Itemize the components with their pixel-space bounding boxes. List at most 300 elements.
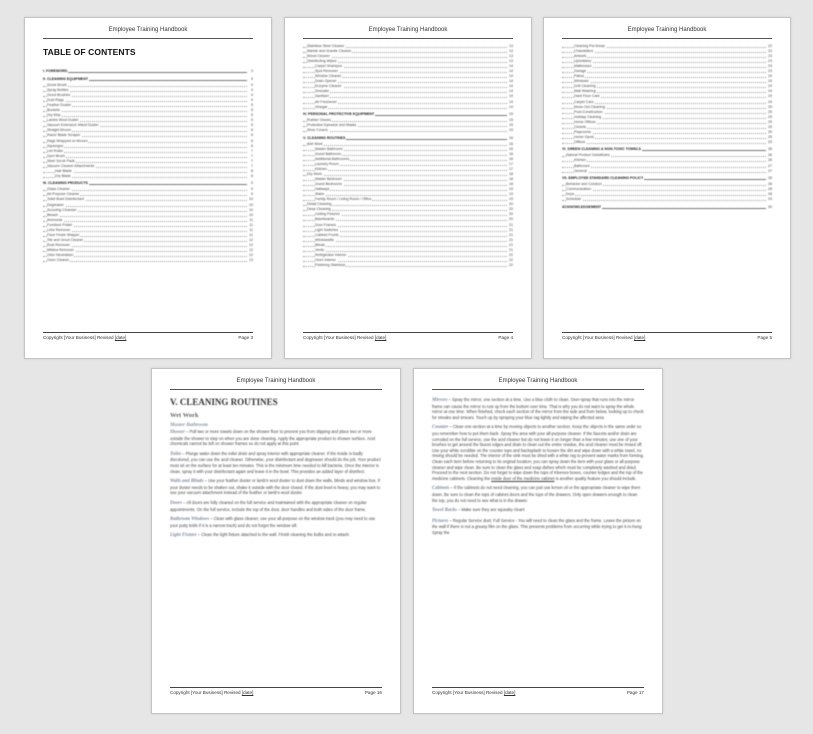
toc-title: TABLE OF CONTENTS [43, 47, 136, 57]
toc-entry-page: 24 [768, 74, 772, 79]
toc-entry-title: Feather Duster [47, 103, 71, 108]
toc-entry-title: Baseboards [315, 217, 335, 222]
toc-entry-title: Razor Blade Scraper [47, 133, 81, 138]
toc-entry-page: 10 [249, 202, 253, 207]
toc-entry-page: 12 [249, 253, 253, 257]
page-number: Page 16 [364, 690, 382, 695]
toc-entry-page: 22 [509, 257, 513, 262]
footer-left: Copyright [Your Business] Revised [date] [303, 335, 387, 340]
toc-entry-title: Drain Opener [315, 79, 337, 84]
toc-entry-title: Polishing Stainless [315, 262, 346, 267]
toc-entry-page: 7 [251, 163, 253, 168]
toc-leader [303, 57, 507, 58]
toc-leader [303, 97, 507, 98]
toc-entry-page: 24 [768, 84, 772, 89]
toc-leader [43, 206, 247, 207]
page-footer [562, 332, 772, 342]
toc-entry-page: 13 [509, 54, 513, 59]
toc-entry-title: Bathroom [574, 163, 590, 168]
toc-entry[interactable] [562, 205, 772, 211]
toc-entry-title: Refrigerator Interior [315, 252, 347, 257]
toc-entry-page: 13 [509, 49, 513, 54]
toc-entry-page: 14 [509, 74, 513, 79]
toc-entry-page: 4 [251, 83, 253, 87]
page-number: Page 5 [757, 335, 772, 340]
paragraph: Bathroom Windows – Clean with glass cleaner; use your all-purpose on the window track (you may need to use your putty knife if it is a narrow track) and do not forget the window sill. [170, 516, 376, 528]
toc-leader [303, 205, 507, 206]
toc-leader [43, 116, 247, 117]
toc-entry-title: Closets [574, 124, 586, 129]
toc-entry-page: 24 [768, 89, 772, 94]
toc-entry-page: 14 [509, 104, 513, 109]
toc-entry-page: 24 [768, 99, 772, 104]
toc-entry-page: 16 [509, 146, 513, 151]
toc-entry-title: Cabinet Fronts [315, 232, 339, 237]
toc-entry-title: Natural Product Substitutes [566, 153, 610, 158]
toc-entry-title: Window Cleaner [315, 74, 342, 79]
toc-entry-page: 23 [768, 69, 772, 74]
toc-leader [562, 195, 766, 196]
toc-entry-page: 13 [509, 59, 513, 64]
toc-entry-page: 12 [249, 247, 253, 252]
toc-leader [43, 152, 247, 153]
toc-entry-title: Lime Remover [47, 227, 71, 232]
toc-entry-page: 14 [509, 99, 513, 104]
toc-entry-title: Spray Bottles [47, 88, 69, 93]
toc-entry-page: 28 [768, 192, 772, 197]
toc-entry-page: 14 [509, 94, 513, 99]
toc-leader [43, 226, 247, 227]
toc-leader [303, 175, 507, 176]
toc-entry[interactable] [303, 263, 513, 268]
toc-entry-page: 12 [249, 242, 253, 247]
toc-leader [43, 72, 247, 73]
toc-entry-page: 25 [768, 104, 772, 109]
toc-leader [43, 261, 247, 262]
toc-entry[interactable] [43, 174, 253, 179]
toc-entry-title: Upholstery [574, 59, 592, 64]
toc-entry-title: Hallways [315, 187, 330, 192]
toc-entry-page: 5 [251, 108, 253, 113]
header-rule [562, 38, 772, 39]
toc-entry-title: Descaler [315, 89, 330, 94]
toc-entry-page: 22 [768, 44, 772, 48]
toc-entry-page: 26 [768, 147, 772, 152]
paragraph-text: If the cabinets do not need cleaning, you can just use lemon oil or the appropriate cleaner to wipe them down. Be sure to clean the tops of cabinet doors and the tops of the drawers. Only open drawers enough to clean the top, you do not need to see what is in the drawer. [432, 485, 641, 503]
toc-entry-page: 15 [509, 123, 513, 128]
toc-entry-title: Laundry Room [315, 161, 339, 166]
toc-leader [303, 170, 507, 171]
toc-entry-title: Dry Work [307, 172, 322, 177]
toc-leader [43, 91, 247, 92]
toc-entry-title: Mildew Remover [47, 247, 74, 252]
toc-leader [43, 106, 247, 107]
toc-entry-title: V. CLEANING ROUTINES [303, 135, 346, 140]
toc-entry-page: 22 [509, 262, 513, 267]
toc-leader [562, 200, 766, 201]
toc-entry-title: Wall Washing [574, 89, 596, 94]
toc-leader [562, 72, 766, 73]
toc-entry-page: 21 [509, 237, 513, 242]
toc-entry-title: VI. GREEN CLEANING & NON-TOXIC TOWELS [562, 147, 641, 152]
toc-entry-title: I. FOREWORD [43, 68, 68, 73]
toc-entry-page: 4 [251, 98, 253, 103]
toc-entry-page: 4 [251, 88, 253, 93]
toc-entry-page: 20 [509, 202, 513, 207]
toc-entry-page: 10 [249, 197, 253, 202]
paragraph: Pictures – Regular Service dust; Full Service - You will need to clean the glass and the frame. Leave the picture on the wall if there is not a greasy film on the glass. This prevents problems from occurring while trying to get it re-hung. Spray the [432, 517, 643, 535]
toc-entry-page: 23 [768, 49, 772, 54]
toc-entry-title: Spot Remover [315, 69, 338, 74]
toc-entry-title: Vents [315, 247, 324, 252]
toc-leader [562, 190, 766, 191]
paragraph-list [170, 429, 382, 539]
paragraph-label: Light Fixture [170, 533, 197, 539]
paragraph-list [432, 397, 644, 535]
paragraph-text: Clean with glass cleaner; use your all-purpose on the window track (you may need to use your putty knife if it is a narrow track) and do not forget the window sill. [170, 516, 376, 528]
toc-entry-title: IV. PERSONAL PROTECTIVE EQUIPMENT [303, 112, 375, 117]
toc-entry-title: Marble and Granite Cleaner [307, 49, 352, 54]
toc-entry-title: Kitchen [315, 166, 327, 171]
toc-entry[interactable] [43, 258, 253, 263]
toc-entry-page: 23 [768, 59, 772, 64]
toc-entry-page: 26 [768, 153, 772, 158]
toc-entry-title: Degreaser [47, 202, 64, 207]
paragraph-label: Shower [170, 430, 185, 435]
toc-entry-title: Rags Wrapped on Broom [47, 138, 88, 143]
toc-entry-title: Steel Scrub Pads [47, 158, 75, 163]
document-page [151, 368, 401, 714]
toc-entry-title: Wet Work [307, 141, 323, 146]
toc-entry-page: 26 [768, 158, 772, 163]
toc-entry-title: Gym Brush [47, 153, 65, 158]
toc-entry-page: 25 [768, 134, 772, 139]
toc-entry-page: 20 [509, 212, 513, 217]
toc-entry-title: Behavior and Conduct [566, 182, 602, 187]
toc-leader [43, 101, 247, 102]
toc-entry-page: 11 [249, 222, 253, 227]
toc-leader [562, 172, 766, 173]
toc-leader [562, 82, 766, 83]
toc-entry-page: 24 [768, 79, 772, 84]
toc-entry-page: 15 [509, 112, 513, 117]
toc-leader [43, 131, 247, 132]
toc-entry-title: Mattresses [574, 64, 592, 69]
toc-entry-title: Light Switches [315, 227, 339, 232]
header-rule [432, 389, 644, 390]
toc-entry-page: 5 [251, 118, 253, 123]
toc-leader [303, 121, 507, 122]
paragraph-label: Counter [432, 425, 449, 431]
toc-entry-page: 6 [251, 128, 253, 133]
paragraph-label: Bathroom Windows [170, 517, 210, 523]
toc-entry-title: Windowsills [315, 237, 334, 242]
toc-entry-page: 12 [249, 237, 253, 242]
toc-entry-page: 5 [251, 113, 253, 118]
toc-leader [303, 195, 507, 196]
table-of-contents [43, 66, 253, 263]
document-page [24, 17, 272, 359]
toc-leader [43, 111, 247, 112]
toc-entry-page: 11 [249, 232, 253, 237]
toc-entry-title: Family Room / Living Room / Office [315, 197, 372, 202]
page-footer [303, 332, 513, 342]
toc-entry-title: Scrub Brush [47, 83, 67, 87]
toc-entry-page: 23 [768, 54, 772, 59]
page-header: Employee Training Handbook [368, 27, 448, 33]
toc-entry-page: 25 [768, 119, 772, 124]
toc-entry-title: Vacuum Cleaner Attachments [47, 163, 95, 168]
toc-leader [43, 190, 247, 191]
toc-entry-title: Oven Interior [315, 257, 336, 262]
toc-entry-title: Artwork [574, 54, 587, 59]
toc-leader [303, 251, 507, 252]
toc-entry-title: Sanitizer [315, 94, 329, 99]
toc-entry[interactable] [43, 69, 253, 75]
toc-entry-title: Grout Brushes [47, 93, 71, 98]
paragraph-label: Pictures [432, 518, 449, 524]
toc-entry-title: Straight Broom [47, 128, 71, 133]
toc-entry-title: Garage [574, 69, 586, 74]
section-heading: V. CLEANING ROUTINES [170, 397, 278, 407]
toc-entry-page: 6 [251, 138, 253, 143]
toc-entry-title: Rust Remover [47, 242, 70, 247]
toc-entry-page: 8 [251, 168, 253, 173]
toc-entry-page: 6 [251, 143, 253, 148]
toc-entry-page: 15 [509, 118, 513, 123]
toc-leader [562, 77, 766, 78]
toc-entry-page: 13 [509, 44, 513, 48]
toc-entry-title: Buckets [47, 108, 60, 113]
toc-leader [43, 147, 247, 148]
toc-entry-title: Dry Blade [55, 173, 71, 178]
toc-leader [562, 133, 766, 134]
toc-leader [562, 67, 766, 68]
toc-entry-title: Chandeliers [574, 49, 594, 54]
toc-entry[interactable] [562, 140, 772, 145]
toc-entry-page: 14 [509, 84, 513, 89]
toc-entry-page: 23 [768, 64, 772, 69]
header-rule [43, 38, 253, 39]
toc-entry-page: 13 [249, 258, 253, 263]
toc-entry-page: 4 [251, 77, 253, 81]
toc-entry-title: ACKNOWLEDGEMENT [562, 204, 602, 209]
paragraph-label: Mirrors [432, 398, 448, 403]
paragraph: Counter – Clean one section at a time by moving objects to another section. Keep the objects in the same order so you remember how to put them back. Spray the area with your all-purpose cleaner. If the faucets and/or drain are corroded on the full service, use the acid cleaner but do not leave it on longer than a few minutes; use one of your brushes to get around the faucet edges and drain to clean out the entire residue, the acid cleaner must be rinsed off. Use your white scrubbie on the counter tops and backsplash to loosen the dirt and wipe down with a white towel, no rinsing should be needed. The interior of the sink must be dried with a white rag to prevent water marks from forming. Clean each item before returning to its original location; you can spray down the item with your glass or all-purpose cleaner and wipe clean. Be sure to clean the glass and soap dishes which must be completely washed and dried. Proceed to the next section. Do not forget to wipe down the tops of Kleenex boxes, counter ledges and the top of the medicine cabinets. Cleaning the inside door of the medicine cabinet is another quality feature you should include. [432, 424, 644, 481]
page-number: Page 4 [498, 335, 513, 340]
paragraph: Toilet – Plunge water down the toilet drain and spray interior with appropriate cleaner. If the inside is badly discolored, you can use the acid cleaner. Otherwise, your disinfectant and degreaser should do the job. Your product must sit on the surface for at least ten minutes. This is the minimum time needed to kill bacteria. Once the interior is clean, spray it with your disinfectant again and leave it in the bowl. This provides an added layer of disinfect. [170, 450, 381, 474]
toc-entry-title: Toilet Bowl Disinfectant [47, 197, 84, 202]
footer-left: Copyright [Your Business] Revised [date] [43, 335, 127, 340]
toc-entry-title: Offices [574, 139, 586, 144]
toc-entry-page: 5 [251, 123, 253, 128]
toc-entry-page: 15 [509, 128, 513, 133]
toc-entry-page: 8 [251, 173, 253, 178]
toc-leader [43, 157, 247, 158]
toc-entry-title: Air Freshener [315, 99, 337, 104]
toc-entry-title: Guest Bathroom [315, 151, 342, 156]
paragraph: Cabinets – If the cabinets do not need cleaning, you can just use lemon oil or the appropriate cleaner to wipe them down. Be sure to clean the tops of cabinet doors and the tops of the drawers. Only open drawers enough to clean the top, you do not need to see what is in the drawer. [432, 485, 641, 503]
toc-entry-title: Lint Roller [47, 148, 64, 153]
toc-entry[interactable] [562, 169, 772, 174]
toc-entry-page: 28 [768, 176, 772, 181]
room-heading: Master Bathroom [170, 422, 208, 428]
toc-entry-title: Carpet Shampoo [315, 64, 343, 69]
toc-entry-title: Schedule [566, 197, 581, 202]
toc-entry-title: VII. EMPLOYEE STANDARD CLEANING POLICY [562, 176, 644, 181]
table-of-contents [562, 44, 772, 211]
toc-entry-page: 19 [509, 197, 513, 202]
header-rule [303, 38, 513, 39]
toc-entry-title: Disinfecting Wipes [307, 59, 337, 64]
toc-entry-title: Ammonia [47, 217, 63, 222]
toc-entry-page: 18 [509, 177, 513, 182]
toc-entry-page: 19 [509, 187, 513, 192]
footer-left: Copyright [Your Business] Revised [date] [562, 335, 646, 340]
document-page [543, 17, 791, 359]
toc-entry-page: 10 [249, 207, 253, 212]
toc-entry-page: 11 [249, 217, 253, 222]
toc-entry-title: All-Purpose Cleaner [47, 192, 80, 197]
underlined-phrase: inside door of the medicine cabinet [491, 475, 555, 481]
toc-entry-page: 7 [251, 148, 253, 153]
toc-entry-title: Floor Finish Stripper [47, 232, 80, 237]
toc-entry-title: Keys [566, 192, 574, 197]
toc-leader [562, 143, 766, 144]
toc-entry-page: 25 [768, 129, 772, 134]
toc-entry-page: 14 [509, 64, 513, 69]
toc-leader [43, 221, 247, 222]
paragraph-text: Clean the light fixture attached to the wall. Finish cleaning the bulbs and re-attach. [201, 532, 350, 538]
toc-entry-title: Enzyme Cleaner [315, 84, 342, 89]
page-footer [170, 687, 382, 697]
toc-entry-title: Home Gyms [574, 134, 594, 139]
toc-entry-page: 16 [509, 151, 513, 156]
toc-entry-title: Patios [574, 74, 584, 79]
toc-entry-title: Protective Eyewear and Masks [307, 123, 357, 128]
toc-entry-page: 9 [251, 187, 253, 192]
toc-leader [562, 128, 766, 129]
toc-entry-page: 4 [251, 93, 253, 98]
toc-entry-title: Guest Bedrooms [315, 182, 342, 187]
toc-entry-page: 16 [509, 141, 513, 146]
toc-leader [303, 145, 507, 146]
toc-entry-title: Squeegee [47, 143, 64, 148]
toc-entry-page: 20 [509, 217, 513, 222]
toc-entry-title: Dust Rags [47, 98, 64, 103]
toc-entry[interactable] [562, 197, 772, 202]
toc-entry-title: Scouring Cleanser [47, 207, 77, 212]
paragraph-label: Towel Racks [432, 508, 457, 514]
toc-entry-page: 9 [251, 192, 253, 197]
toc-entry-page: 28 [768, 187, 772, 192]
toc-entry-title: Stainless Steel Cleaner [307, 44, 345, 48]
toc-entry-page: 28 [768, 182, 772, 187]
toc-entry-page: 16 [509, 156, 513, 161]
toc-leader [562, 57, 766, 58]
toc-leader [43, 216, 247, 217]
toc-leader [43, 231, 247, 232]
toc-leader [43, 86, 247, 87]
footer-left: Copyright [Your Business] Revised [date] [432, 690, 516, 695]
toc-entry-title: Stairs [315, 192, 325, 197]
toc-entry-page: 21 [509, 227, 513, 232]
toc-entry-title: Dry Mop [47, 113, 61, 118]
toc-entry-title: Carpet Care [574, 99, 594, 104]
paragraph-text: Make sure they are squeaky clean! [461, 507, 525, 513]
toc-leader [562, 161, 766, 162]
toc-entry-page: 7 [251, 158, 253, 163]
toc-entry-title: Master Bedroom [315, 177, 342, 182]
toc-entry-title: Playrooms [574, 129, 591, 134]
toc-entry[interactable] [303, 128, 513, 133]
toc-entry-title: Shoe Covers [307, 128, 328, 133]
page-body [170, 397, 382, 543]
toc-entry-page: 25 [768, 124, 772, 129]
paragraph-text: Clean one section at a time by moving objects to another section. Keep the objects in the same order so you remember how to put them back. Spray the area with your all-purpose cleaner. If the faucets and/or drain are corroded on the full service, use the acid cleaner but do not leave it on longer than a few minutes; use one of your brushes to get around the faucet edges and drain to clean out the entire residue, the acid cleaner must be rinsed off. Use your white scrubbie on the counter tops and backsplash to loosen the dirt and wipe down with a white towel, no rinsing should be needed. The interior of the sink must be dried with a white rag to prevent water marks from forming. Clean each item before returning to its original location; you can spray down the item with your glass or all-purpose cleaner and wipe clean. Be sure to clean the glass and soap dishes which must be completely washed and dried. Proceed to the next section. Do not forget to wipe down the tops of Kleenex boxes, counter ledges and the top of the medicine cabinets. Cleaning the [432, 424, 644, 481]
toc-entry[interactable] [303, 105, 513, 110]
toc-entry-title: Vacuum Extension Wand Duster [47, 123, 99, 128]
toc-entry-title: Odor Neutralizer [47, 253, 74, 257]
toc-leader [303, 92, 507, 93]
toc-entry-title: Hair Blade [55, 168, 72, 173]
page-header: Employee Training Handbook [236, 378, 316, 384]
page-header: Employee Training Handbook [627, 27, 707, 33]
toc-entry-title: Hard Floor Care [574, 94, 600, 99]
toc-entry-page: 27 [768, 163, 772, 168]
toc-entry-title: Ceiling Fixtures [315, 212, 340, 217]
toc-entry-page: 5 [251, 103, 253, 108]
footer-left: Copyright [Your Business] Revised [date] [170, 690, 254, 695]
toc-entry-page: 21 [509, 247, 513, 252]
toc-entry-title: Detail Cleaning [307, 202, 332, 207]
toc-entry-title: Move-Out Cleaning [574, 104, 605, 109]
toc-leader [43, 96, 247, 97]
paragraph-label: Walls and Blinds [170, 479, 204, 485]
toc-leader [303, 108, 507, 109]
paragraph-label: Cabinets [432, 486, 450, 492]
toc-entry-title: Door Frames [315, 222, 336, 227]
toc-entry-title: Grill Cleaning [574, 84, 596, 89]
page-header: Employee Training Handbook [498, 378, 578, 384]
toc-entry-page: 3 [251, 68, 253, 73]
page-footer [43, 332, 253, 342]
header-rule [170, 389, 382, 390]
paragraph: Walls and Blinds – Use your feather duster or lamb's wool duster to dust down the walls, blinds and window box. If your duster needs to be shaken out, shake it outside with the door closed. If the dust level is heavy, you may want to use your vacuum attachment instead of the feather or lamb's wool duster. [170, 478, 381, 496]
table-of-contents [303, 44, 513, 268]
toc-entry-page: 22 [509, 252, 513, 257]
toc-entry-page: 21 [509, 232, 513, 237]
toc-entry-title: Post-Construction [574, 109, 603, 114]
paragraph-text: Plunge water down the toilet drain and spray interior with appropriate cleaner. If the inside is badly discolored, you can use the acid cleaner. Otherwise, your disinfectant and degreaser should do the job. Your product must sit on the surface for at least ten minutes. This is the minimum time needed to kill bacteria. Once the interior is clean, spray it with your disinfectant again and leave it in the bowl. This provides an added layer of disinfect. [170, 450, 381, 474]
toc-entry-page: 10 [249, 212, 253, 217]
paragraph: Light Fixture – Clean the light fixture attached to the wall. Finish cleaning the bulbs and re-attach. [170, 532, 350, 539]
toc-entry-page: 14 [509, 69, 513, 74]
toc-entry-title: III. CLEANING PRODUCTS [43, 181, 88, 186]
toc-entry-title: Tile and Grout Cleaner [47, 237, 84, 242]
toc-entry-page: 27 [768, 168, 772, 173]
page-body [432, 397, 644, 539]
toc-entry-title: Kitchen [574, 158, 586, 163]
paragraph-text: Regular Service dust; Full Service - You will need to clean the glass and the frame. Leave the picture on the wall if there is not a greasy film on the glass. This prevents problems from occurring while trying to get it re-hung. Spray the [432, 517, 643, 535]
toc-entry-page: 24 [768, 94, 772, 99]
paragraph-text: Use your feather duster or lamb's wool duster to dust down the walls, blinds and window box. If your duster needs to be shaken out, shake it outside with the door closed. If the dust level is heavy, you may want to use your vacuum attachment instead of the feather or lamb's wool duster. [170, 478, 381, 496]
document-page [284, 17, 532, 359]
toc-entry-title: Lambs Wool Duster [47, 118, 79, 123]
toc-leader [303, 190, 507, 191]
toc-entry-title: Holiday Cleaning [574, 114, 602, 119]
toc-entry-page: 25 [768, 114, 772, 119]
